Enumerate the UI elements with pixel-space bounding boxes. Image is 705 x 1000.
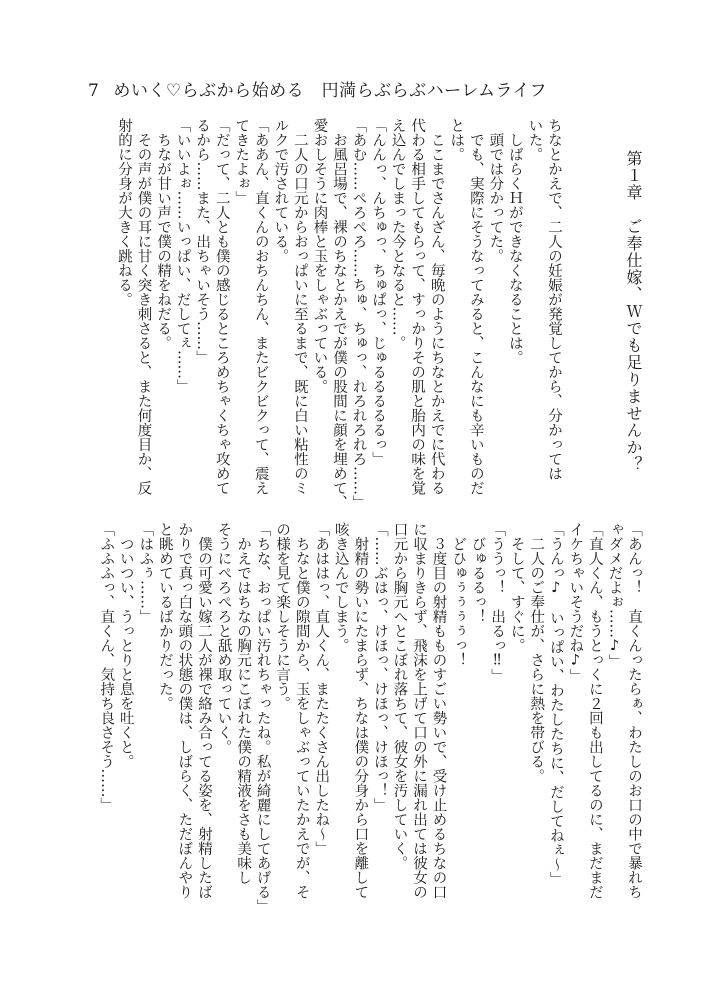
text-line: かえではちなの胸元にこぼれた僕の精液をさも美味し: [235, 522, 252, 885]
text-line: 「ううっ！ 出るっ‼」: [489, 522, 506, 683]
text-line: るから……また、出ちゃいそう……」: [194, 118, 211, 365]
text-line: え込んでしまった今となると……。: [389, 118, 406, 350]
text-line: 頭では分かってた。: [487, 118, 504, 263]
page-number: 7: [88, 81, 100, 101]
text-line: 咳き込んでしまう。: [332, 522, 349, 653]
body-text-upper: [113, 118, 563, 510]
body-text-lower: [96, 522, 643, 914]
text-line: 僕の可愛い嫁二人が裸で絡み合ってる姿を、射精したば: [195, 522, 212, 899]
text-line: 「んんっ、んちゅっ、ちゅぱっ、じゅるるるるるっ」: [370, 118, 387, 466]
text-line: 二人の口元からおっぱいに至るまで、既に白い粘性のミ: [291, 118, 308, 495]
text-line: に収まりきらず、飛沫を上げて口の外に漏れ出ては彼女の: [410, 522, 427, 899]
text-line: 「ふふふっ、直くん、気持ち良さそう……」: [98, 522, 115, 812]
text-line: 「うんっ♪ いっぱい、わたしたちに、だしてねぇ〜」: [547, 522, 564, 886]
text-line: 「だって、二人とも僕の感じるところめちゃくちゃ攻めて: [213, 118, 230, 495]
text-line: でも、実際にそうなってみると、こんなにも辛いものだ: [467, 118, 484, 495]
text-line: ３度目の射精もものすごい勢いで、受け止めるちなの口: [430, 522, 447, 899]
text-line: ここまでさんざん、毎晩のようにちなとかえでに代わる: [428, 118, 445, 495]
text-line: ちなと僕の隙間から、玉をしゃぶっていたかえでが、そ: [293, 522, 310, 899]
text-line: とは。: [448, 118, 465, 162]
text-line: そうにぺろぺろと舐め取っていく。: [215, 522, 232, 754]
text-line: 二人のご奉仕が、さらに熱を帯びる。: [528, 522, 545, 783]
text-line: ちなが甘い声で僕の精をねだる。: [155, 118, 172, 350]
text-line: ルクで汚されている。: [272, 118, 289, 263]
text-line: 代わる相手してもらって、すっかりその肌と胎内の味を覚: [409, 118, 426, 495]
running-header: [88, 76, 547, 101]
text-line: 射的に分身が大きく跳ねる。: [115, 118, 132, 307]
text-line: 「あむ……ぺろぺろ……ちゅ、ちゅっ、れろれろれろ……」: [350, 118, 367, 510]
text-line: 「直人くん、もうとっくに２回も出してるのに、まだまだ: [586, 522, 603, 899]
text-line: 「あははっ、直人くん、またたくさん出したね〜」: [313, 522, 330, 856]
text-line: どひゅぅぅぅぅっ！: [450, 522, 467, 667]
text-line: ちなとかえで、二人の妊娠が発覚してから、分かっては: [546, 118, 562, 481]
text-line: ゃダメだよぉ……♪」: [606, 522, 623, 669]
text-line: てきたよぉ」: [233, 118, 250, 205]
text-line: しばらくＨができなくなることは。: [506, 118, 523, 365]
text-line: 「ちな、おっぱい汚れちゃったね。私が綺麗にしてあげる」: [254, 522, 271, 914]
text-line: 「ああん、直くんのおちんちん、またビクビクって、震え: [252, 118, 269, 495]
text-line: 口元から胸元へとこぼれ落ちて、彼女を汚していく。: [391, 522, 408, 870]
text-line: 「いいよぉ……いっぱい、だしてぇ……」: [174, 118, 191, 394]
book-title: めいく♡らぶから始める 円満らぶらぶハーレムライフ: [113, 81, 548, 101]
text-line: そして、すぐに。: [508, 522, 525, 653]
text-line: イケちゃいそうだね♪」: [567, 522, 584, 683]
text-line: びゅるるっ！: [469, 522, 486, 624]
text-line: その声が僕の耳に甘く突き刺さると、また何度目か、反: [135, 118, 152, 495]
text-line: の様を見て楽しそうに言う。: [274, 522, 291, 711]
text-line: 「……ぶはっ、けほっ、けほっ、けほっ！」: [371, 522, 388, 812]
text-line: 「あんっ！ 直くんったらぁ、わたしのお口の中で暴れち: [626, 522, 642, 899]
text-line: ついつい、うっとりと息を吐くと。: [117, 522, 134, 769]
text-line: 愛おしそうに肉棒と玉をしゃぶっている。: [311, 118, 328, 394]
text-line: 射精の勢いにたまらず、ちなは僕の分身から口を離して: [352, 522, 369, 899]
text-line: いた。: [526, 118, 543, 162]
text-line: 「はふぅ……」: [137, 522, 154, 624]
text-line: と眺めているばかりだった。: [156, 522, 173, 711]
text-line: かりで真っ白な頭の状態の僕は、しばらく、ただぼんやり: [176, 522, 193, 899]
chapter-title: 第１章 ご奉仕嫁、Ｗでも足りませんか？: [624, 150, 643, 473]
text-line: お風呂場で、裸のちなとかえでが僕の股間に顔を埋めて、: [330, 118, 347, 510]
